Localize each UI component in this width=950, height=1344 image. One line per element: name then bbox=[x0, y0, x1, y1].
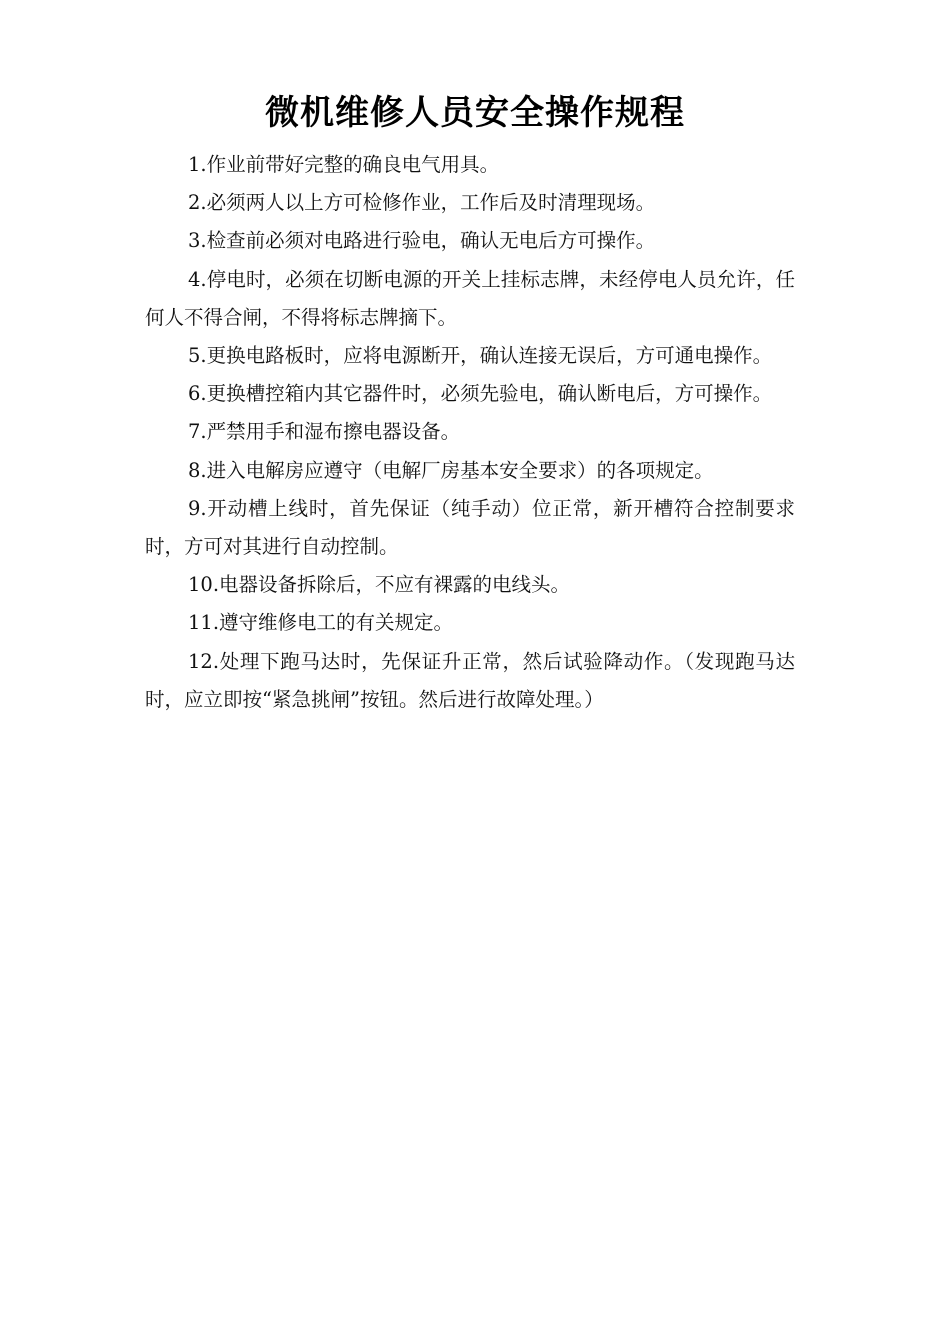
paragraph-12: 12.处理下跑马达时，先保证升正常，然后试验降动作。（发现跑马达时，应立即按“紧急挑闸”按钮。然后进行故障处理。） bbox=[145, 649, 795, 711]
paragraph-5: 5.更换电路板时，应将电源断开，确认连接无误后，方可通电操作。 bbox=[188, 344, 773, 368]
paragraph-9: 9.开动槽上线时，首先保证（纯手动）位正常，新开槽符合控制要求时，方可对其进行自动控制。 bbox=[145, 496, 795, 559]
paragraph-8: 8.进入电解房应遵守（电解厂房基本安全要求）的各项规定。 bbox=[188, 458, 714, 482]
paragraph-2: 2.必须两人以上方可检修作业，工作后及时清理现场。 bbox=[188, 191, 656, 215]
paragraph-6: 6.更换槽控箱内其它器件时，必须先验电，确认断电后，方可操作。 bbox=[188, 382, 773, 406]
paragraph-7: 7.严禁用手和湿布擦电器设备。 bbox=[188, 420, 461, 444]
paragraph-1: 1.作业前带好完整的确良电气用具。 bbox=[188, 153, 500, 176]
document-body bbox=[145, 146, 795, 719]
paragraph-11: 11.遵守维修电工的有关规定。 bbox=[188, 611, 454, 635]
paragraph-4: 4.停电时，必须在切断电源的开关上挂标志牌，未经停电人员允许，任何人不得合闸，不得将标志牌摘下。 bbox=[145, 267, 795, 329]
document-title: 微机维修人员安全操作规程 bbox=[265, 93, 685, 133]
paragraph-3: 3.检查前必须对电路进行验电，确认无电后方可操作。 bbox=[188, 229, 656, 253]
paragraph-10: 10.电器设备拆除后，不应有裸露的电线头。 bbox=[188, 573, 571, 597]
